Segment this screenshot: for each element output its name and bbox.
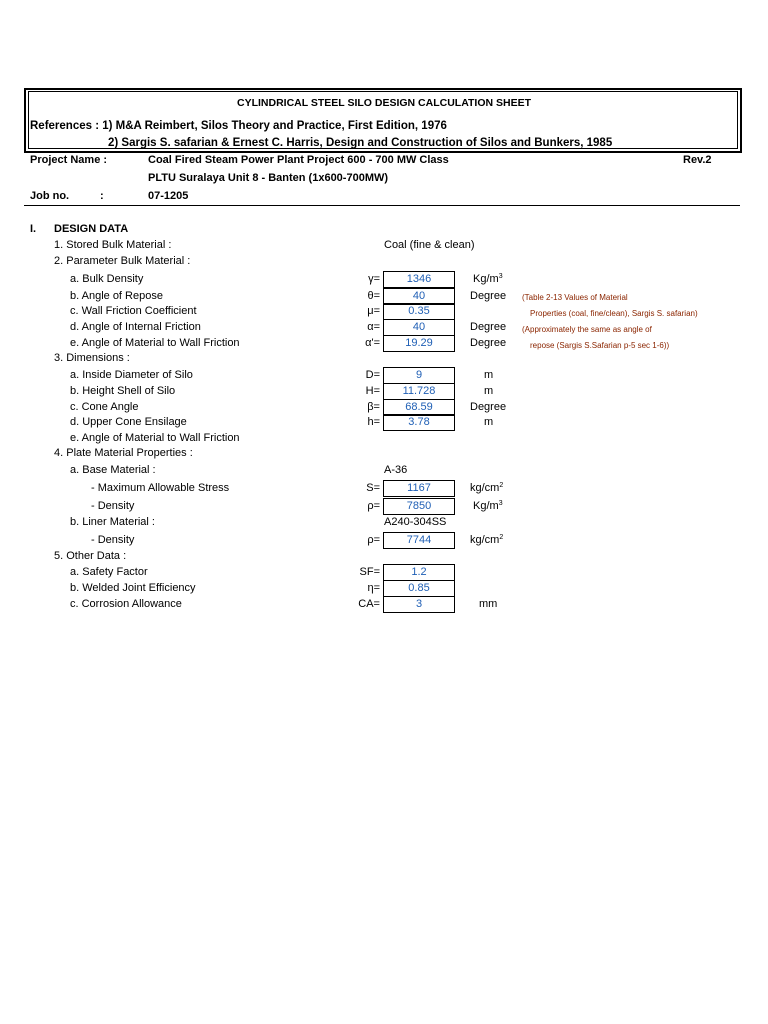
note-approximately: (Approximately the same as angle of bbox=[522, 325, 652, 334]
item-parameter-bulk: 2. Parameter Bulk Material : bbox=[54, 255, 191, 267]
unit-corrosion: mm bbox=[479, 598, 498, 610]
label-wall-friction: c. Wall Friction Coefficient bbox=[70, 305, 197, 317]
label-inside-diameter: a. Inside Diameter of Silo bbox=[70, 369, 193, 381]
reference-1: References : 1) M&A Reimbert, Silos Theory and Practice, First Edition, 1976 bbox=[30, 120, 447, 132]
stored-material-value: Coal (fine & clean) bbox=[384, 239, 475, 251]
item-plate-material: 4. Plate Material Properties : bbox=[54, 447, 193, 459]
project-name-line2: PLTU Suralaya Unit 8 - Banten (1x600-700MW) bbox=[148, 172, 389, 184]
value-angle-repose[interactable]: 40 bbox=[383, 288, 455, 305]
label-internal-friction: d. Angle of Internal Friction bbox=[70, 321, 201, 333]
symbol-sf: SF= bbox=[359, 566, 380, 578]
liner-material-value: A240-304SS bbox=[384, 516, 447, 528]
label-weld-efficiency: b. Welded Joint Efficiency bbox=[70, 582, 196, 594]
value-max-stress[interactable]: 1167 bbox=[383, 480, 455, 497]
label-material-wall-friction: e. Angle of Material to Wall Friction bbox=[70, 337, 240, 349]
value-liner-density[interactable]: 7744 bbox=[383, 532, 455, 549]
revision: Rev.2 bbox=[683, 154, 712, 166]
unit-internal-friction: Degree bbox=[470, 321, 507, 333]
unit-max-stress: $kg/cm^2$ bbox=[470, 482, 504, 494]
section-number: I. bbox=[30, 223, 37, 235]
job-number: 07-1205 bbox=[148, 190, 189, 202]
label-base-material: a. Base Material : bbox=[70, 464, 156, 476]
unit-angle-repose: Degree bbox=[470, 290, 507, 302]
unit-bulk-density: $Kg/m^3$ bbox=[473, 273, 503, 285]
label-angle-material-wall: e. Angle of Material to Wall Friction bbox=[70, 432, 240, 444]
section-title: DESIGN DATA bbox=[54, 223, 129, 235]
label-cone-angle: c. Cone Angle bbox=[70, 401, 139, 413]
unit-material-wall-friction: Degree bbox=[470, 337, 507, 349]
value-bulk-density[interactable]: 1346 bbox=[383, 271, 455, 288]
symbol-eta: η= bbox=[367, 582, 380, 594]
symbol-gamma: γ= bbox=[368, 273, 380, 285]
value-height-shell[interactable]: 11.728 bbox=[383, 383, 455, 400]
symbol-h-lower: h= bbox=[367, 416, 380, 428]
value-weld-efficiency[interactable]: 0.85 bbox=[383, 580, 455, 597]
note-properties-coal: Properties (coal, fine/clean), Sargis S. safarian) bbox=[530, 309, 698, 318]
reference-2: 2) Sargis S. safarian & Ernest C. Harris, Design and Construction of Silos and Bunkers, 1985 bbox=[108, 137, 613, 149]
symbol-s: S= bbox=[366, 482, 380, 494]
project-name-line1: Coal Fired Steam Power Plant Project 600 - 700 MW Class bbox=[148, 154, 449, 166]
unit-cone-angle: Degree bbox=[470, 401, 507, 413]
label-liner-material: b. Liner Material : bbox=[70, 516, 155, 528]
job-colon: : bbox=[100, 190, 104, 202]
value-material-wall-friction[interactable]: 19.29 bbox=[383, 335, 455, 352]
label-bulk-density: a. Bulk Density bbox=[70, 273, 144, 285]
value-wall-friction[interactable]: 0.35 bbox=[383, 303, 455, 320]
symbol-ca: CA= bbox=[358, 598, 380, 610]
label-height-shell: b. Height Shell of Silo bbox=[70, 385, 176, 397]
project-name-label: Project Name : bbox=[30, 154, 108, 166]
value-corrosion[interactable]: 3 bbox=[383, 596, 455, 613]
unit-upper-cone: m bbox=[484, 416, 494, 428]
label-angle-repose: b. Angle of Repose bbox=[70, 290, 163, 302]
unit-liner-density: $kg/cm^2$ bbox=[470, 534, 504, 546]
symbol-rho: ρ= bbox=[367, 500, 380, 512]
symbol-mu: μ= bbox=[367, 305, 380, 317]
unit-base-density: $Kg/m^3$ bbox=[473, 500, 503, 512]
symbol-beta: β= bbox=[367, 401, 380, 413]
item-stored-material: 1. Stored Bulk Material : bbox=[54, 239, 172, 251]
symbol-h-upper: H= bbox=[365, 385, 380, 397]
value-inside-diameter[interactable]: 9 bbox=[383, 367, 455, 384]
symbol-rho-liner: ρ= bbox=[367, 534, 380, 546]
value-cone-angle[interactable]: 68.59 bbox=[383, 399, 455, 416]
job-label: Job no. bbox=[30, 190, 70, 202]
value-base-density[interactable]: 7850 bbox=[383, 498, 455, 515]
unit-height-shell: m bbox=[484, 385, 494, 397]
note-repose-sargis: repose (Sargis S.Safarian p-5 sec 1-6)) bbox=[530, 341, 670, 350]
unit-inside-diameter: m bbox=[484, 369, 494, 381]
label-base-density: - Density bbox=[91, 500, 135, 512]
item-dimensions: 3. Dimensions : bbox=[54, 352, 130, 364]
symbol-alpha: α= bbox=[367, 321, 380, 333]
label-liner-density: - Density bbox=[91, 534, 135, 546]
value-upper-cone[interactable]: 3.78 bbox=[383, 414, 455, 431]
header-divider bbox=[24, 205, 740, 206]
label-corrosion: c. Corrosion Allowance bbox=[70, 598, 182, 610]
note-table-2-13: (Table 2-13 Values of Material bbox=[522, 293, 628, 302]
label-safety-factor: a. Safety Factor bbox=[70, 566, 148, 578]
sheet-title: CYLINDRICAL STEEL SILO DESIGN CALCULATION SHEET bbox=[236, 97, 531, 109]
symbol-alpha-prime: α'= bbox=[365, 337, 380, 349]
symbol-d: D= bbox=[365, 369, 380, 381]
value-safety-factor[interactable]: 1.2 bbox=[383, 564, 455, 581]
value-internal-friction[interactable]: 40 bbox=[383, 319, 455, 336]
symbol-theta: θ= bbox=[367, 290, 380, 302]
label-upper-cone: d. Upper Cone Ensilage bbox=[70, 416, 187, 428]
item-other-data: 5. Other Data : bbox=[54, 550, 127, 562]
label-max-stress: - Maximum Allowable Stress bbox=[91, 482, 230, 494]
base-material-value: A-36 bbox=[384, 464, 408, 476]
